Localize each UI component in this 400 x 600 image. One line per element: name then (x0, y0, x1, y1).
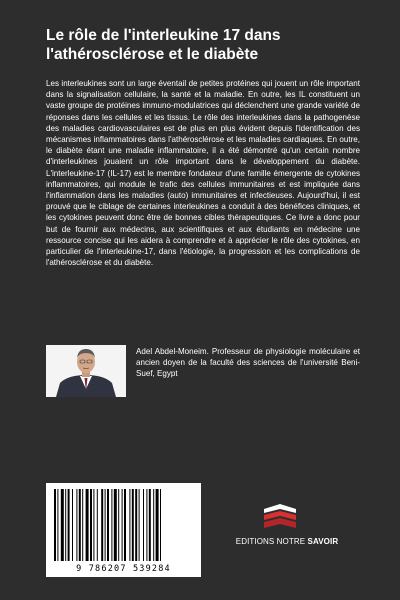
isbn-number: 9 786207 539284 (76, 564, 171, 574)
book-title: Le rôle de l'interleukine 17 dans l'athérosclérose et le diabète (46, 27, 281, 63)
barcode-bars (52, 489, 195, 561)
publisher-name-prefix: EDITIONS NOTRE (235, 537, 308, 546)
author-biography: Adel Abdel-Moneim. Professeur de physiologie moléculaire et ancien doyen de la faculté des sciences de l'université Beni-Suef, Egypt (136, 347, 360, 379)
book-description: Les interleukines sont un large éventail de petites protéines qui jouent un rôle important dans la signalisation cellulaire, la santé et la maladie. En outre, les IL constituent un vaste groupe de protéines immuno-modulatrices qui déclenchent une grande variété de réponses dans les cellules et les tissus. Le rôle des interleukines dans la pathogenèse des maladies cardiovasculaires est de plus en plus évident depuis l'identification des mécanismes inflammatoires dans l'athérosclérose et les maladies cardiaques. En outre, le diabète étant une maladie inflammatoire, il a été démontré qu'un certain nombre d'interleukines jouaient un rôle important dans le développement du diabète. L'interleukine-17 (IL-17) est le membre fondateur d'une famille émergente de cytokines inflammatoires, qui module le trafic des cellules immunitaires et est impliquée dans l'inflammation dans les maladies (auto) immunitaires et infectieuses. Aujourd'hui, il est prouvé que le ciblage de certaines interleukines a conduit à des bénéfices cliniques, et les cytokines peuvent donc être de bonnes cibles thérapeutiques. Ce livre a donc pour but de fournir aux médecins, aux scientifiques et aux étudiants en médecine une ressource concise qui les aidera à comprendre et à apprécier le rôle des cytokines, en particulier de l'interleukine-17, dans l'étiologie, la progression et les complications de l'athérosclérose et du diabète. (46, 79, 360, 268)
author-photo (46, 345, 126, 397)
author-portrait-image (46, 345, 126, 397)
publisher-name (232, 537, 342, 546)
isbn-barcode (46, 483, 201, 577)
publisher-logo-icon (262, 503, 298, 529)
publisher-name-bold: SAVOIR (307, 537, 339, 546)
